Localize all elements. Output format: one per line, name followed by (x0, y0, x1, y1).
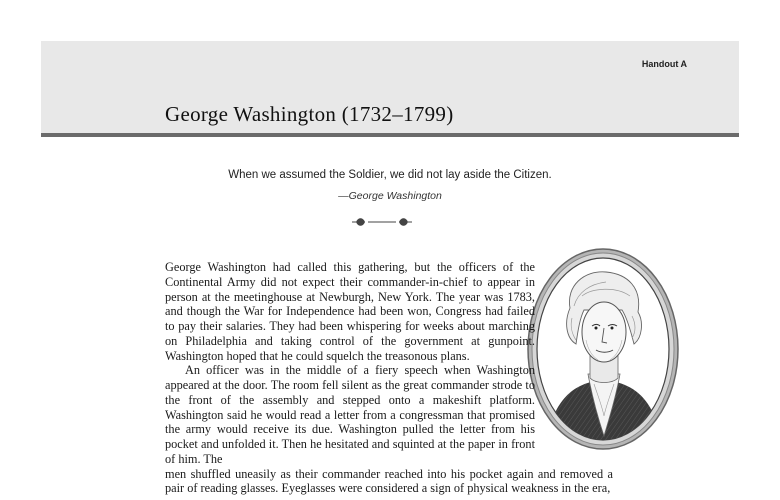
floral-divider-icon (352, 216, 412, 228)
body-text (165, 260, 613, 496)
handout-label: Handout A (641, 59, 687, 69)
body-paragraph-1: George Washington had called this gathering, but the officers of the Continental Army did not expect their commander-in-chief to appear in person at the meetinghouse at Newburgh, New York. The year was 1783, and though the War for Independence had been won, Congress had failed to pay their salaries. They had been whispering for weeks about marching on Philadelphia and taking control of the government at gunpoint. Washington hoped that he could squelch the treasonous plans. (165, 260, 535, 363)
epigraph-attribution: —George Washington (338, 190, 442, 202)
epigraph-quote: When we assumed the Soldier, we did not lay aside the Citizen. (228, 169, 552, 181)
body-paragraph-2-continued: men shuffled uneasily as their commander reached into his pocket again and removed a pair of reading glasses. Eyeglasses were considered a sign of physical weakness in the era, (165, 466, 613, 496)
body-paragraph-2: An officer was in the middle of a fiery speech when Washington appeared at the door. The room fell silent as the great commander strode to the front of the assembly and stepped onto a makeshift platform. Washington said he would read a letter from a congressman that promised the army would receive its due. Washington pulled the letter from his pocket and unfolded it. Then he hesitated and squinted at the paper in front of him. The (165, 363, 535, 466)
page-title: George Washington (1732–1799) (165, 102, 454, 126)
header-rule (41, 133, 739, 137)
